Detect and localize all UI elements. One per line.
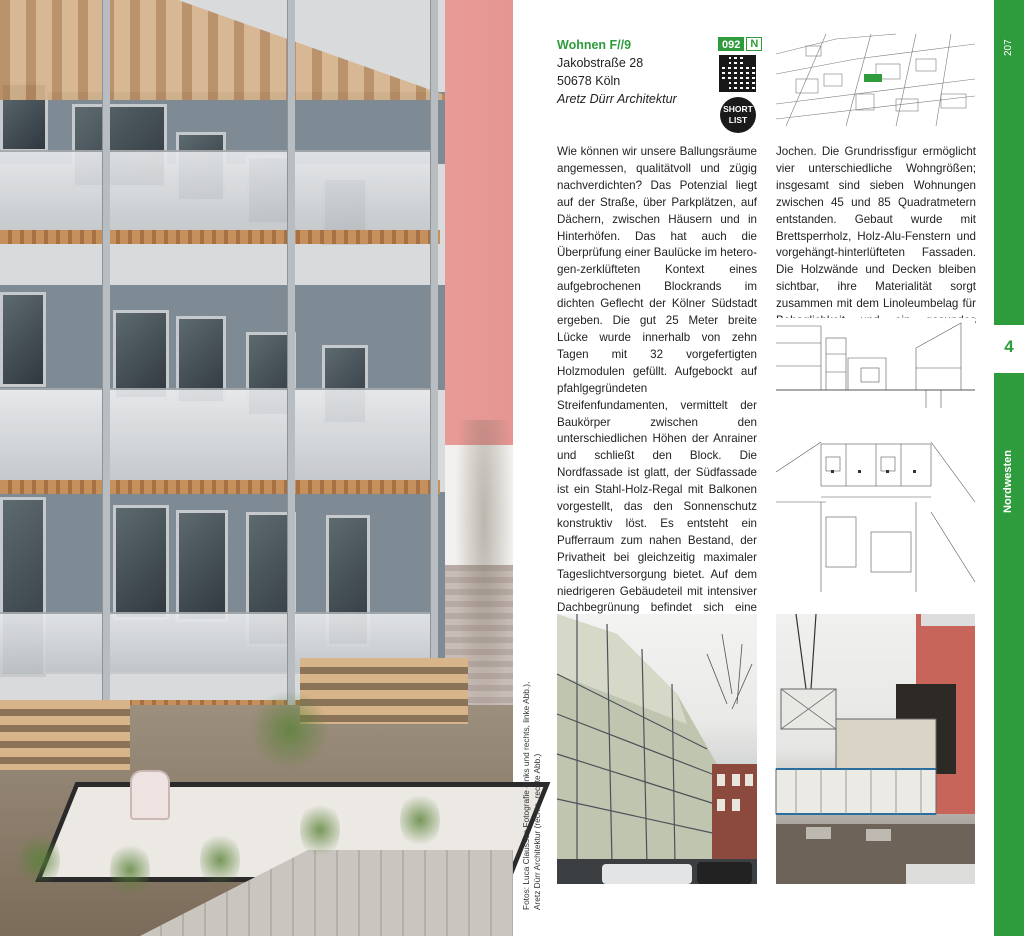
balcony-balustrade <box>0 388 432 480</box>
page-number <box>994 38 1024 58</box>
balcony-balustrade <box>0 150 432 230</box>
direction-badge: N <box>746 37 762 51</box>
module-installation-photo <box>776 614 975 884</box>
north-facade-photo <box>557 614 757 884</box>
qr-code-icon[interactable] <box>719 55 756 92</box>
section-drawing <box>776 318 975 410</box>
shrub <box>250 690 330 770</box>
project-number-badge <box>718 37 762 51</box>
timber-deck <box>0 480 440 494</box>
project-number: 092 <box>718 37 744 51</box>
steel-post <box>102 0 110 705</box>
region-label-text: Nordwesten <box>1002 450 1014 513</box>
project-architect: Aretz Dürr Architektur <box>557 92 677 106</box>
shortlist-label: LIST <box>728 115 748 125</box>
steel-post <box>430 0 438 680</box>
body-text-column-2: Jochen. Die Grundrissfigur ermöglicht vier unterschiedliche Wohngrößen; insgesamt sind sieben Wohnungen zwischen 45 und 85 Quadratmetern entstanden. Gebaut wurde mit Brettsperrholz, Holz-Alu-Fenstern und vorgehängt-hinterlüfteten Fassaden. Die Holzwände und Decken bleiben sichtbar, ihre Materialität sorgt zusammen mit dem Linoleumbelag für Behaglichkeit und ein gesundes Wohnklima. <box>776 145 976 344</box>
timber-steps <box>0 700 130 770</box>
page-number-label: 207 <box>1003 39 1014 56</box>
window <box>113 310 169 400</box>
credit-line: Aretz Dürr Architektur (rechts, rechte Abb.) <box>532 753 542 910</box>
chapter-number[interactable]: 4 <box>1004 337 1014 356</box>
steel-post <box>287 0 295 705</box>
shrub <box>20 830 60 890</box>
body-text-column-1: Wie können wir unsere Ballungsräume angemessen, qualitätvoll und zügig nachverdichten? Das Potenzial liegt auf der Straße, über Parkplätzen, auf Dächern, zwischen Häusern und in Hinterhöfen. Das hat auch die Überprüfung einer Baulücke im heterogen-zerklüfteten Kontext eines aufgebrochenen Blockrands im dichten Geflecht der Kölner Südstadt ergeben. Die gut 25 Meter breite Lücke wurde innerhalb von zehn Tagen mit 32 vorgefertigten Holzmodulen gefüllt. Aufgebockt auf pfahlgegründeten Streifenfundamenten, vermittelt der Baukörper zwischen den unterschiedlichen Höhen der Anrainer und schließt den Block. Die Nordfassade ist glatt, der Südfassade ist ein Stahl-Holz-Regal mit Balkonen vorgestellt, das den Sonnenschutz konstruktiv löst. Es entsteht ein Pufferraum zum nahen Bestand, der Privatheit bei gleichzeitig maximaler Tageslichtversorgung bietet. Auf dem niedrigeren Gebäudeteil mit intensiver Dachbegrünung befindet sich eine <box>557 145 757 615</box>
shrub <box>200 830 240 890</box>
window <box>0 292 46 387</box>
site-map-drawing <box>776 34 975 126</box>
floor-plan-drawing <box>776 442 975 592</box>
shortlist-badge <box>720 97 756 133</box>
project-city: 50678 Köln <box>557 74 621 88</box>
photo-credits <box>521 610 549 910</box>
project-header <box>557 36 717 108</box>
building-structure <box>0 0 445 700</box>
window <box>176 510 228 622</box>
project-street: Jakobstraße 28 <box>557 56 644 70</box>
timber-deck <box>0 230 440 244</box>
shrub <box>110 840 150 900</box>
project-site-marker <box>864 74 882 82</box>
shortlist-label: SHORT <box>723 104 753 114</box>
shrub <box>400 790 440 850</box>
project-title: Wohnen F//9 <box>557 38 632 52</box>
credit-line: Fotos: Luca Claussen Fotografie (links und rechts, linke Abb.), <box>521 681 531 910</box>
spring-rider-toy <box>130 770 170 820</box>
region-label[interactable] <box>998 450 1022 530</box>
window <box>113 505 169 620</box>
shrub <box>300 800 340 860</box>
